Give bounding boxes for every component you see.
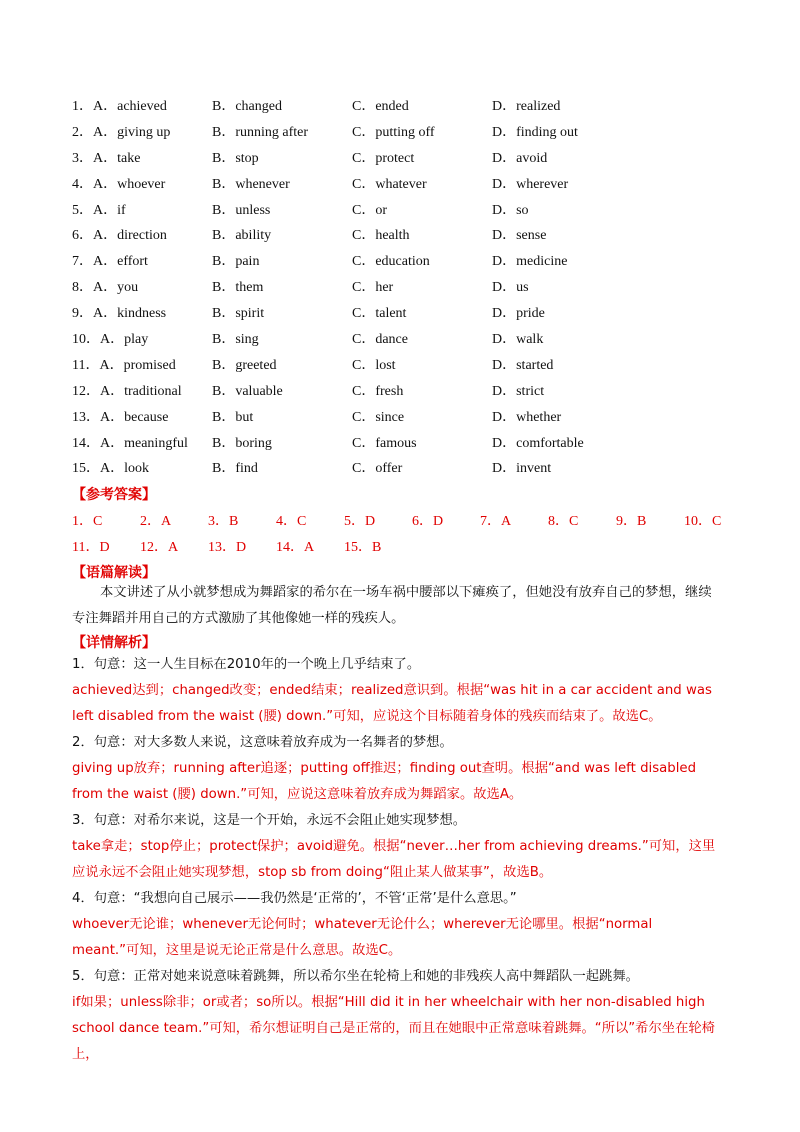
- option-b: B．greeted: [212, 357, 277, 373]
- question-row: [72, 299, 642, 325]
- question-row: [72, 403, 642, 429]
- option-c: C．education: [352, 254, 430, 270]
- option-c: C．ended: [352, 98, 409, 114]
- question-number: 15．: [72, 461, 100, 477]
- option-d: D．us: [492, 280, 529, 296]
- detail-e5: if如果；unless除非；or或者；so所以。根据“Hill did it in her wheelchair with her non-disabled high school dance team.”可知，希尔想证明自己是正常的，而且在她眼中正常意味着跳舞。“所以”希尔坐在轮椅上，: [72, 995, 715, 1062]
- option-c: C．talent: [352, 306, 407, 322]
- answer-item: 9．B: [616, 514, 647, 529]
- answer-item: 14．A: [276, 540, 315, 555]
- question-number: 11．: [72, 357, 100, 373]
- question-row: [72, 170, 642, 196]
- question-row: [72, 429, 642, 455]
- question-number: 14．: [72, 435, 100, 451]
- answer-item: 4．C: [276, 514, 307, 529]
- option-c: C．dance: [352, 331, 408, 347]
- answer-item: 2．A: [140, 514, 172, 529]
- question-number: 3．: [72, 150, 93, 166]
- option-c: C．protect: [352, 150, 415, 166]
- answer-item: 12．A: [140, 540, 179, 555]
- answer-item: 6．D: [412, 514, 444, 529]
- passage-header: 【语篇解读】: [72, 565, 156, 581]
- question-number: 1．: [72, 98, 93, 114]
- option-d: D．started: [492, 357, 554, 373]
- answer-row-2: [72, 536, 412, 556]
- option-b: B．running after: [212, 124, 309, 140]
- option-b: B．pain: [212, 254, 260, 270]
- option-a: A．whoever: [93, 176, 166, 192]
- answer-item: 7．A: [480, 514, 512, 529]
- option-d: D．wherever: [492, 176, 569, 192]
- option-d: D．whether: [492, 409, 562, 425]
- question-number: 2．: [72, 124, 93, 140]
- question-number: 4．: [72, 176, 93, 192]
- option-b: B．find: [212, 461, 258, 477]
- option-b: B．changed: [212, 98, 282, 114]
- option-d: D．avoid: [492, 150, 548, 166]
- question-number: 13．: [72, 409, 100, 425]
- detail-header: 【详情解析】: [72, 635, 156, 651]
- option-c: C．fresh: [352, 383, 404, 399]
- option-a: A．effort: [93, 254, 148, 270]
- detail-e4: whoever无论谁；whenever无论何时；whatever无论什么；wherever无论哪里。根据“normal meant.”可知，这里是说无论正常是什么意思。故选C。: [72, 917, 653, 958]
- option-b: B．them: [212, 280, 264, 296]
- option-d: D．invent: [492, 461, 552, 477]
- option-a: A．kindness: [93, 306, 167, 322]
- option-a: A．direction: [93, 228, 167, 244]
- option-a: A．play: [100, 331, 149, 347]
- option-d: D．finding out: [492, 124, 578, 140]
- option-c: C．lost: [352, 357, 396, 373]
- question-number: 6．: [72, 228, 93, 244]
- question-row: [72, 118, 642, 144]
- option-a: A．if: [93, 202, 126, 218]
- option-d: D．medicine: [492, 254, 568, 270]
- option-a: A．giving up: [93, 124, 171, 140]
- detail-e2: giving up放弃；running after追逐；putting off推迟；finding out查明。根据“and was left disabled from the waist (腰) down.”可知，应说这意味着放弃成为舞蹈家。故选A。: [72, 761, 697, 802]
- option-c: C．famous: [352, 435, 417, 451]
- option-c: C．since: [352, 409, 405, 425]
- option-c: C．whatever: [352, 176, 427, 192]
- answer-item: 5．D: [344, 514, 376, 529]
- option-a: A．promised: [99, 357, 176, 373]
- option-a: A．because: [100, 409, 169, 425]
- question-row: [72, 273, 642, 299]
- answer-header: 【参考答案】: [72, 487, 156, 503]
- detail-q3: 3．句意：对希尔来说，这是一个开始，永远不会阻止她实现梦想。: [72, 813, 467, 828]
- answer-item: 1．C: [72, 514, 103, 529]
- option-c: C．her: [352, 280, 394, 296]
- option-d: D．strict: [492, 383, 545, 399]
- option-a: A．traditional: [100, 383, 182, 399]
- option-a: A．look: [100, 461, 149, 477]
- answer-item: 10．C: [684, 514, 722, 529]
- question-row: [72, 92, 642, 118]
- passage-summary: 本文讲述了从小就梦想成为舞蹈家的希尔在一场车祸中腰部以下瘫痪了，但她没有放弃自己的梦想，继续专注舞蹈并用自己的方式激励了其他像她一样的残疾人。: [72, 585, 712, 626]
- answer-item: 3．B: [208, 514, 239, 529]
- option-b: B．sing: [212, 331, 259, 347]
- option-a: A．achieved: [93, 98, 167, 114]
- answer-row-1: [72, 510, 752, 530]
- question-row: [72, 351, 642, 377]
- option-a: A．you: [93, 280, 139, 296]
- option-d: D．pride: [492, 306, 545, 322]
- answer-item: 15．B: [344, 540, 382, 555]
- option-b: B．unless: [212, 202, 271, 218]
- option-a: A．meaningful: [100, 435, 188, 451]
- option-b: B．valuable: [212, 383, 283, 399]
- question-number: 5．: [72, 202, 93, 218]
- option-c: C．offer: [352, 461, 403, 477]
- question-row: [72, 247, 642, 273]
- answer-item: 13．D: [208, 540, 247, 555]
- answer-item: 11．D: [72, 540, 110, 555]
- question-row: [72, 325, 642, 351]
- question-number: 9．: [72, 306, 93, 322]
- detail-e1: achieved达到；changed改变；ended结束；realized意识到。根据“was hit in a car accident and was left disabled from the waist (腰) down.”可知，应说这个目标随着身体的残疾而结束了。故选C。: [72, 683, 712, 724]
- option-b: B．spirit: [212, 306, 265, 322]
- option-d: D．sense: [492, 228, 547, 244]
- option-d: D．so: [492, 202, 529, 218]
- option-d: D．walk: [492, 331, 544, 347]
- option-c: C．or: [352, 202, 387, 218]
- question-row: [72, 144, 642, 170]
- option-d: D．realized: [492, 98, 561, 114]
- detail-q5: 5．句意：正常对她来说意味着跳舞，所以希尔坐在轮椅上和她的非残疾人高中舞蹈队一起跳舞。: [72, 969, 639, 984]
- question-number: 8．: [72, 280, 93, 296]
- option-c: C．putting off: [352, 124, 435, 140]
- option-b: B．whenever: [212, 176, 290, 192]
- option-d: D．comfortable: [492, 435, 584, 451]
- answer-item: 8．C: [548, 514, 579, 529]
- detail-q1: 1．句意：这一人生目标在2010年的一个晚上几乎结束了。: [72, 657, 421, 672]
- question-number: 10．: [72, 331, 100, 347]
- detail-e3: take拿走；stop停止；protect保护；avoid避免。根据“never…her from achieving dreams.”可知，这里应说永远不会阻止她实现梦想，stop sb from doing“阻止某人做某事”，故选B。: [72, 839, 716, 880]
- option-b: B．stop: [212, 150, 259, 166]
- question-row: [72, 221, 642, 247]
- question-row: [72, 454, 642, 480]
- option-b: B．boring: [212, 435, 272, 451]
- question-number: 12．: [72, 383, 100, 399]
- option-a: A．take: [93, 150, 141, 166]
- detail-q2: 2．句意：对大多数人来说，这意味着放弃成为一名舞者的梦想。: [72, 735, 453, 750]
- option-b: B．but: [212, 409, 254, 425]
- question-number: 7．: [72, 254, 93, 270]
- question-options-table: [72, 92, 642, 480]
- question-row: [72, 377, 642, 403]
- question-row: [72, 196, 642, 222]
- option-b: B．ability: [212, 228, 272, 244]
- option-c: C．health: [352, 228, 410, 244]
- detail-q4: 4．句意：“我想向自己展示——我仍然是‘正常的’，不管‘正常’是什么意思。”: [72, 891, 517, 906]
